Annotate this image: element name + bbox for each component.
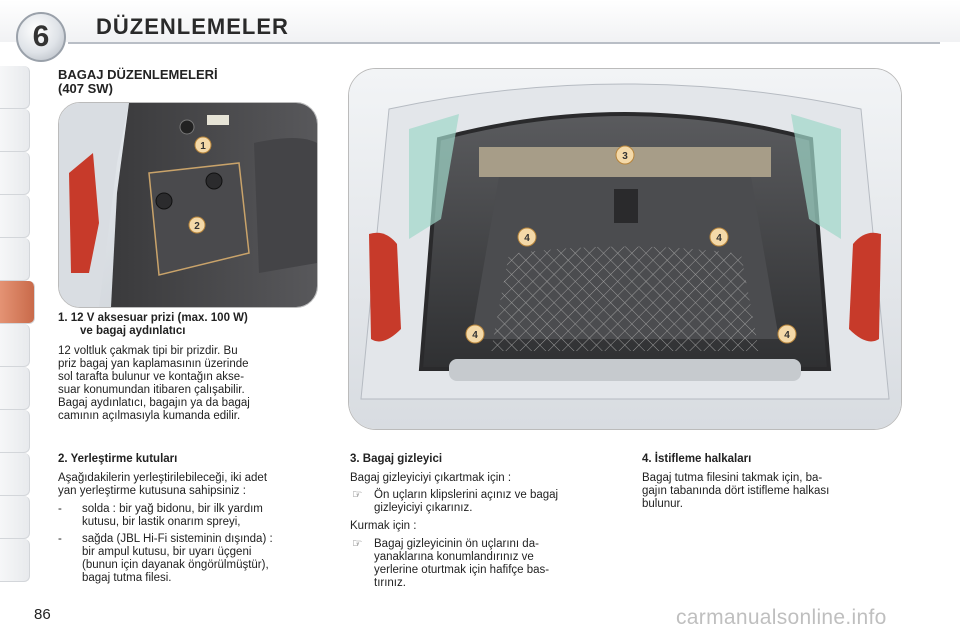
item3-remove-title: Bagaj gizleyiciyi çıkartmak için : (350, 472, 512, 484)
svg-text:4: 4 (784, 330, 790, 341)
chapter-number-badge (16, 12, 66, 62)
item1-heading (58, 312, 320, 338)
item3-install-step-line: yanaklarına konumlandırınız ve (374, 551, 534, 563)
item2-intro-line: Aşağıdakilerin yerleştirilebileceği, iki adet (58, 472, 268, 484)
chapter-tab[interactable] (0, 66, 30, 109)
item3-install-step (374, 538, 612, 590)
svg-text:4: 4 (472, 330, 478, 341)
item2-bullet2-line: bir ampul kutusu, bir uyarı üçgeni (82, 546, 252, 558)
svg-text:3: 3 (622, 151, 628, 162)
item1-body-line: camının açılmasıyla kumanda edilir. (58, 410, 241, 422)
section-title (58, 68, 218, 96)
item3-remove-step (374, 489, 614, 515)
page-number: 86 (34, 606, 51, 623)
item2-heading: 2. Yerleştirme kutuları (58, 453, 178, 465)
item4-body-line: Bagaj tutma filesini takmak için, ba- (642, 472, 823, 484)
callout-1 (195, 137, 211, 153)
chapter-tab[interactable] (0, 539, 30, 582)
section-title-line2: (407 SW) (58, 81, 113, 96)
chapter-tab[interactable] (0, 453, 30, 496)
callout-4-bottom-right (778, 325, 796, 343)
svg-text:4: 4 (524, 233, 530, 244)
item3-install-step-line: yerlerine oturtmak için hafifçe bas- (374, 564, 550, 576)
open-trunk-illustration (348, 68, 902, 430)
callout-3 (616, 146, 634, 164)
item2-bullet2 (82, 533, 322, 585)
callout-4-top-right (710, 228, 728, 246)
trunk-side-illustration (58, 102, 318, 308)
chapter-tab[interactable] (0, 496, 30, 539)
callout-2 (189, 217, 205, 233)
open-trunk-drawing (349, 69, 901, 429)
item3-install-step-line: Bagaj gizleyicinin ön uçlarını da- (374, 538, 539, 550)
svg-text:2: 2 (194, 221, 200, 232)
item1-heading-line2: ve bagaj aydınlatıcı (80, 325, 186, 337)
item2-bullet1 (82, 503, 322, 529)
chapter-tab[interactable] (0, 324, 30, 367)
chapter-tab-active[interactable] (0, 281, 35, 324)
chapter-tab[interactable] (0, 109, 30, 152)
item4-body (642, 472, 906, 511)
item2-bullet2-dash: - (58, 533, 62, 545)
callout-4-bottom-left (466, 325, 484, 343)
item1-body-line: Bagaj aydınlatıcı, bagajın ya da bagaj (58, 397, 250, 409)
item2-bullet1-line: solda : bir yağ bidonu, bir ilk yardım (82, 503, 263, 515)
chapter-tab[interactable] (0, 367, 30, 410)
item1-body (58, 345, 320, 423)
item3-install-title: Kurmak için : (350, 520, 417, 532)
item4-heading: 4. İstifleme halkaları (642, 453, 752, 465)
item3-heading: 3. Bagaj gizleyici (350, 453, 443, 465)
chapter-number: 6 (32, 20, 50, 53)
item2-bullet1-dash: - (58, 503, 62, 515)
item4-body-line: gajın tabanında dört istifleme halkası (642, 485, 830, 497)
hand-pointer-icon: ☞ (352, 489, 363, 501)
chapter-tab[interactable] (0, 152, 30, 195)
item1-body-line: suar konumundan itibaren çalışabilir. (58, 384, 245, 396)
item1-body-line: 12 voltluk çakmak tipi bir prizdir. Bu (58, 345, 238, 357)
item2-bullet2-line: bagaj tutma filesi. (82, 572, 172, 584)
header-rule (68, 42, 940, 44)
watermark[interactable]: carmanualsonline.info (676, 606, 887, 629)
item2-intro (58, 472, 320, 498)
section-title-line1: BAGAJ DÜZENLEMELERİ (58, 67, 218, 82)
svg-text:4: 4 (716, 233, 722, 244)
item2-intro-line: yan yerleştirme kutusuna sahipsiniz : (58, 485, 246, 497)
item1-heading-line1: 1. 12 V aksesuar prizi (max. 100 W) (58, 312, 248, 324)
hand-pointer-icon: ☞ (352, 538, 363, 550)
callout-4-top-left (518, 228, 536, 246)
chapter-tabs (0, 66, 30, 576)
item1-body-line: priz bagaj yan kaplamasının üzerinde (58, 358, 249, 370)
item2-bullet2-line: sağda (JBL Hi-Fi sisteminin dışında) : (82, 533, 273, 545)
chapter-tab[interactable] (0, 410, 30, 453)
item3-remove-step-line: gizleyiciyi çıkarınız. (374, 502, 473, 514)
item3-install-step-line: tırınız. (374, 577, 406, 589)
chapter-tab[interactable] (0, 195, 30, 238)
chapter-tab[interactable] (0, 238, 30, 281)
trunk-side-drawing (59, 103, 317, 307)
item2-bullet1-line: kutusu, bir lastik onarım spreyi, (82, 516, 241, 528)
item4-body-line: bulunur. (642, 498, 683, 510)
item1-body-line: sol tarafta bulunur ve kontağın akse- (58, 371, 245, 383)
item3-remove-step-line: Ön uçların klipslerini açınız ve bagaj (374, 489, 559, 501)
chapter-title: DÜZENLEMELER (96, 14, 289, 39)
item2-bullet2-line: (bunun için dayanak öngörülmüştür), (82, 559, 269, 571)
svg-text:1: 1 (200, 141, 206, 152)
